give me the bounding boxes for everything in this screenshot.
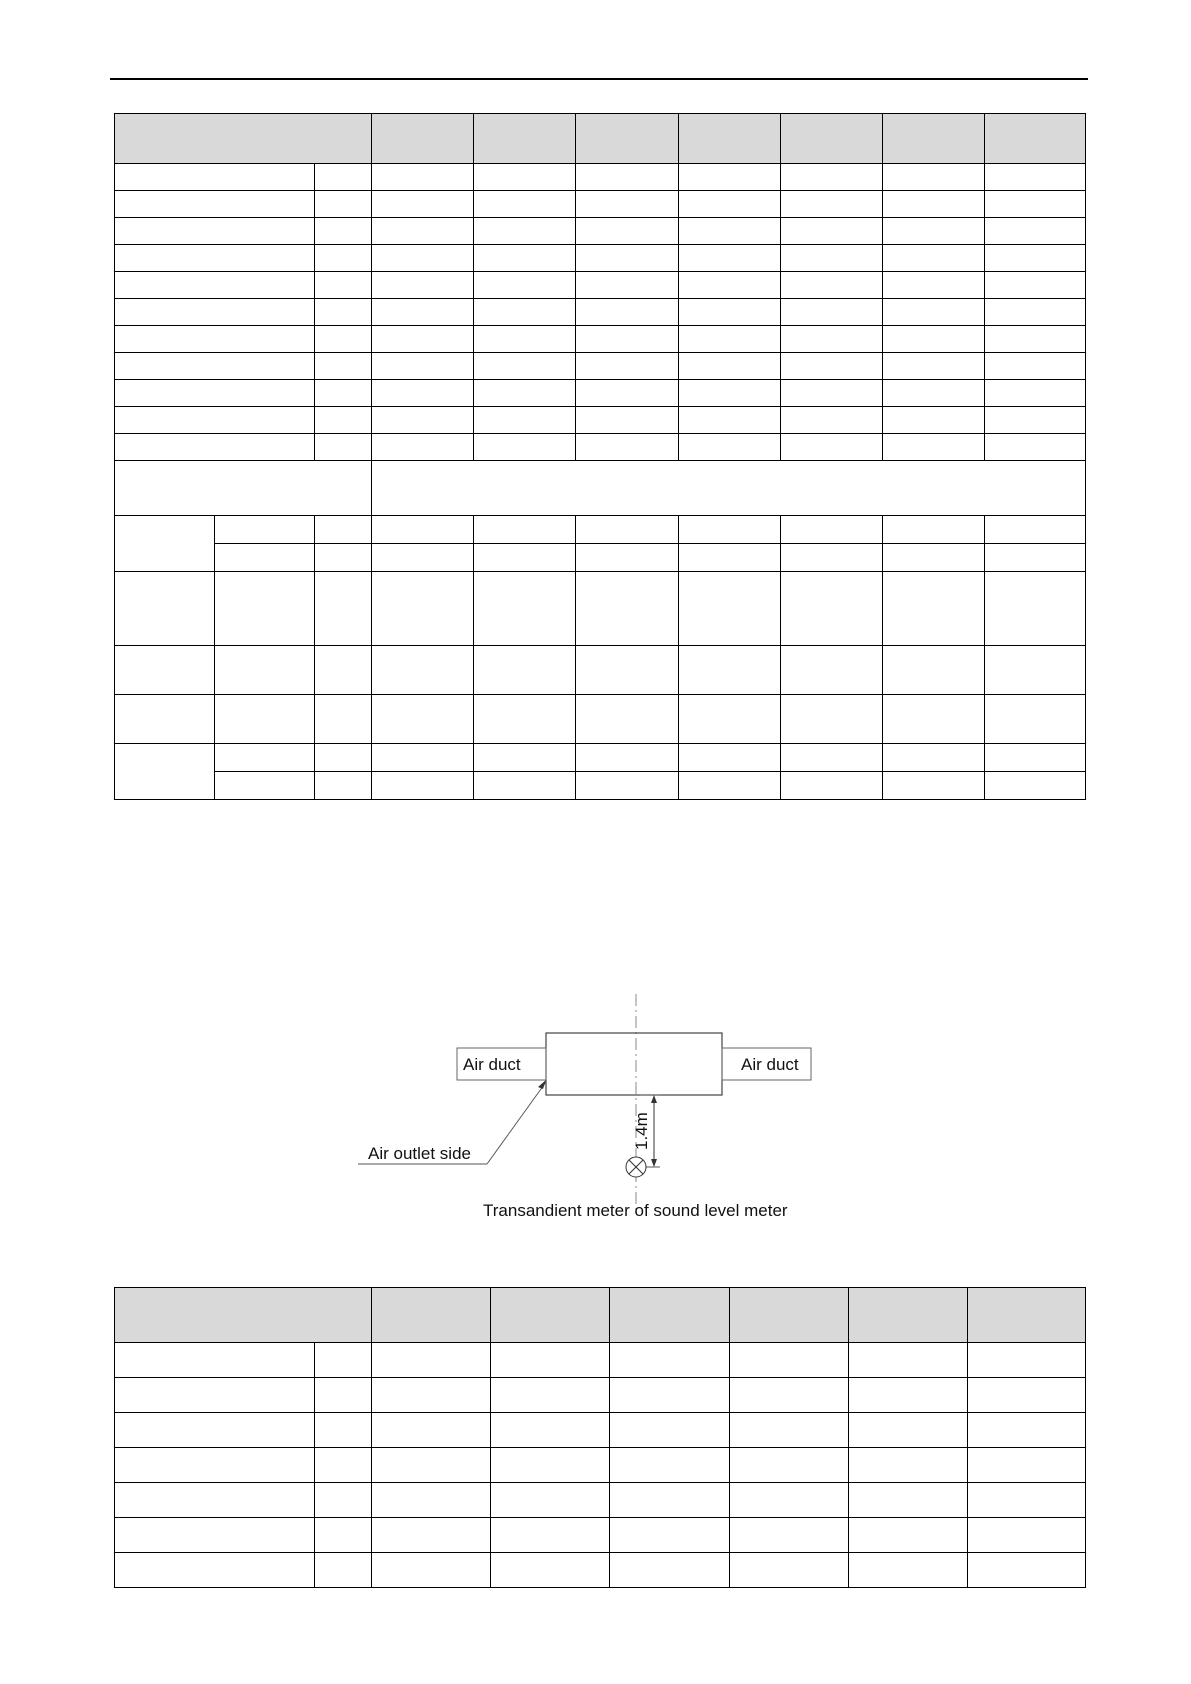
table-header-row <box>115 114 1086 164</box>
right-duct-label: Air duct <box>741 1055 799 1074</box>
table-row <box>115 191 1086 218</box>
left-duct-label: Air duct <box>463 1055 521 1074</box>
table-row <box>115 353 1086 380</box>
distance-label: 1.4m <box>632 1112 651 1150</box>
dimension-arrow-up <box>651 1095 657 1103</box>
table-row <box>115 772 1086 800</box>
table-row <box>115 1518 1086 1553</box>
table-row <box>115 380 1086 407</box>
table-row <box>115 245 1086 272</box>
table-row <box>115 572 1086 646</box>
table-row <box>115 1553 1086 1588</box>
table-row <box>115 695 1086 744</box>
sound-level-meter-icon <box>626 1157 646 1177</box>
header-rule <box>110 78 1088 80</box>
dimension-arrow-down <box>651 1159 657 1167</box>
table-row <box>115 1378 1086 1413</box>
sound-table <box>114 1287 1086 1588</box>
sound-measurement-diagram <box>350 990 850 1230</box>
table-row <box>115 1343 1086 1378</box>
outlet-leader-line <box>487 1082 546 1164</box>
unit-box <box>546 1033 722 1095</box>
table-header-row <box>115 1288 1086 1343</box>
table-row <box>115 1448 1086 1483</box>
diagram-caption: Transandient meter of sound level meter <box>483 1201 788 1220</box>
table-row <box>115 516 1086 544</box>
table-row <box>115 272 1086 299</box>
table-row <box>115 164 1086 191</box>
table-row <box>115 544 1086 572</box>
table-row <box>115 744 1086 772</box>
table-row <box>115 1413 1086 1448</box>
table-row <box>115 218 1086 245</box>
table-row <box>115 434 1086 461</box>
table-row <box>115 299 1086 326</box>
table-row <box>115 646 1086 695</box>
table-row <box>115 326 1086 353</box>
spec-table <box>114 113 1086 800</box>
table-row <box>115 407 1086 434</box>
outlet-label: Air outlet side <box>368 1144 471 1163</box>
table-row <box>115 1483 1086 1518</box>
table-row-merged <box>115 461 1086 516</box>
